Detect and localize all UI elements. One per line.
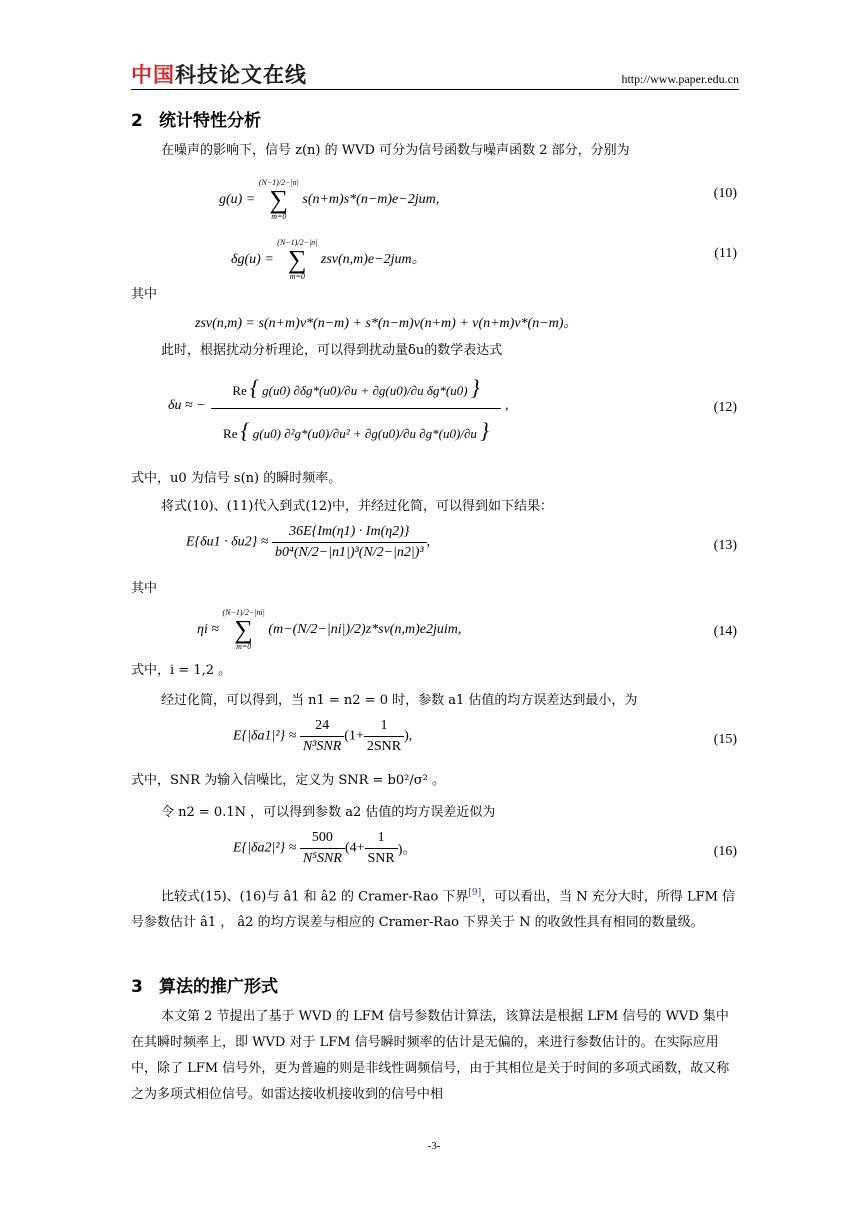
equation-13: E{δu1 · δu2} ≈ $\frac{36E\{Im(\eta 1) \cdot Im(\eta 2)\}}{\text{b0⁴(N/2−|n1|)³(N/2−|n2|)³}}$ , (13) bbox=[186, 524, 737, 560]
page-header bbox=[131, 62, 739, 90]
equation-12: δu ≈ − Re { g(u0) ∂δg*(u0)/∂u + ∂g(u0)/∂u δg*(u0) } Re { g(u0) ∂²g*(u0)/∂u² + ∂g(u0)/∂u ∂g*(u0)/∂u } , (12) bbox=[131, 368, 739, 464]
journal-logo: 中国科技论文在线 bbox=[131, 63, 307, 87]
paragraph: 式中，SNR 为输入信噪比，定义为 SNR = b0²/σ² 。 bbox=[131, 773, 445, 788]
equation-number: (11) bbox=[714, 246, 737, 261]
header-url[interactable]: http://www.paper.edu.cn bbox=[621, 72, 739, 86]
equation-15: E{|δa1|²} ≈ $\frac{24}{\text{N³SNR}}$ (1+ $\frac{1}{\text{2SNR}}$ ), (15) bbox=[233, 718, 737, 754]
equation-number: (13) bbox=[713, 538, 737, 553]
equation-fraction: Re { g(u0) ∂δg*(u0)/∂u + ∂g(u0)/∂u δg*(u0) } Re { g(u0) ∂²g*(u0)/∂u² + ∂g(u0)/∂u ∂g*(u0)/∂u } bbox=[211, 368, 501, 453]
paragraph: 将式(10)、(11)代入到式(12)中，并经过化简，可以得到如下结果： bbox=[161, 499, 554, 514]
equation-number: (14) bbox=[713, 624, 737, 639]
equation-number: (15) bbox=[713, 732, 737, 747]
equation-14: ηi ≈ (N−1)/2−|ni| ∑ m=0 (m−(N/2−|ni|)/2)z*sv(n,m)e2juim, (14) bbox=[197, 608, 737, 651]
equation-body: δg(u) = (N−1)/2−|n| ∑ m=0 zsv(n,m)e−2jum。 bbox=[231, 238, 426, 281]
equation-number: (16) bbox=[713, 844, 737, 859]
equation-number: (10) bbox=[713, 186, 737, 201]
equation-lhs: δu ≈ − bbox=[168, 398, 206, 413]
equation-11 bbox=[131, 228, 739, 281]
paragraph: 此时，根据扰动分析理论，可以得到扰动量δu的数学表达式 bbox=[161, 343, 503, 358]
equation-16: E{|δa2|²} ≈ $\frac{500}{\text{N⁵SNR}}$ (4+ $\frac{1}{\text{SNR}}$ )。 (16) bbox=[233, 830, 737, 866]
paragraph: 本文第 2 节提出了基于 WVD 的 LFM 信号参数估计算法，该算法是根据 LFM 信号的 WVD 集中在其瞬时频率上，即 WVD 对于 LFM 信号瞬时频率的估计是无偏的，来进行参数估计的。在实际应用中，除了 LFM 信号外，更为普遍的则是非线性调频信号，由于其相位是关于时间的多项式函数，故又称之为多项式相位信号。如雷达接收机接收到的信号中相 bbox=[131, 1009, 730, 1102]
paragraph: 其中 bbox=[131, 287, 158, 302]
page-number: -3- bbox=[427, 1140, 441, 1152]
equation-zsv: zsv(n,m) = s(n+m)v*(n−m) + s*(n−m)v(n+m) + v(n+m)v*(n−m)。 bbox=[195, 316, 578, 331]
equation-number: (12) bbox=[713, 400, 737, 415]
paragraph: 令 n2 = 0.1N ，可以得到参数 a2 估值的均方误差近似为 bbox=[161, 805, 496, 820]
citation-link[interactable]: [9] bbox=[468, 888, 482, 898]
paragraph: 在噪声的影响下，信号 z(n) 的 WVD 可分为信号函数与噪声函数 2 部分，分别为 bbox=[161, 143, 630, 158]
equation-10 bbox=[131, 168, 739, 221]
paragraph: 经过化简，可以得到，当 n1 = n2 = 0 时，参数 a1 估值的均方误差达到最小，为 bbox=[161, 693, 638, 708]
paragraph: 式中，i = 1,2 。 bbox=[131, 663, 232, 678]
section-heading-2: 2 统计特性分析 bbox=[131, 111, 261, 131]
paragraph: 式中，u0 为信号 s(n) 的瞬时频率。 bbox=[131, 471, 342, 486]
paragraph: 其中 bbox=[131, 581, 158, 596]
paragraph: 比较式(15)、(16)与 â1 和 â2 的 Cramer-Rao 下界[9]，可以看出，当 N 充分大时，所得 LFM 信号参数估计 â1 ， â2 的均方误差与相应的 Cramer-Rao 下界关于 N 的收敛性具有相同的数量级。 bbox=[131, 888, 736, 931]
header-rule bbox=[131, 89, 739, 90]
equation-body: g(u) = (N−1)/2−|n| ∑ m=0 s(n+m)s*(n−m)e−2jum, bbox=[219, 178, 440, 221]
section-heading-3: 3 算法的推广形式 bbox=[131, 977, 278, 997]
